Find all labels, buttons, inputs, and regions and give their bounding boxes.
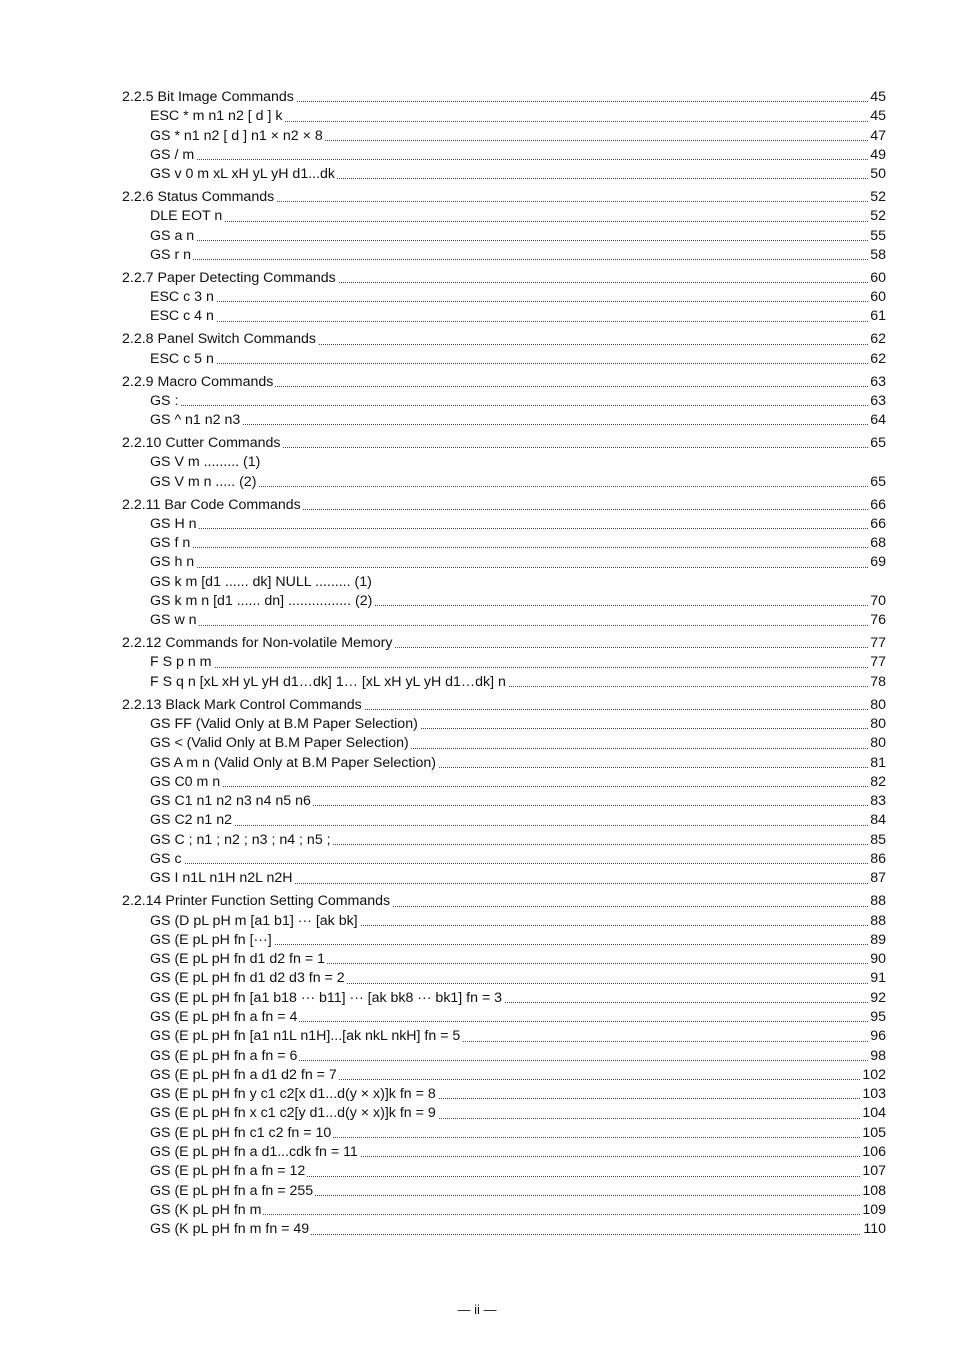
toc-entry xyxy=(122,473,886,492)
toc-entry xyxy=(122,246,886,265)
toc-page-number: 77 xyxy=(868,653,886,672)
toc-entry xyxy=(122,715,886,734)
toc-entry xyxy=(122,1066,886,1085)
toc-entry-title: GS (K pL pH fn m fn = 49 xyxy=(150,1221,310,1238)
toc-entry xyxy=(122,950,886,969)
toc-section xyxy=(122,373,886,431)
toc-page-number: 63 xyxy=(868,392,886,411)
toc-section-heading xyxy=(122,696,886,715)
toc-entry-title: GS k m n [d1 ...... dn] ................ (2) xyxy=(150,592,373,609)
toc-entry-title: GS (D pL pH m [a1 b1] ··· [ak bk] xyxy=(150,912,358,929)
toc-entry-title: DLE EOT n xyxy=(150,208,223,225)
toc-entry xyxy=(122,515,886,534)
dot-leader xyxy=(150,825,886,826)
dot-leader xyxy=(150,259,886,260)
dot-leader xyxy=(150,405,886,406)
toc-entry xyxy=(122,673,886,692)
toc-entry-title: GS (E pL pH fn [···] xyxy=(150,931,272,948)
toc-page-number: 47 xyxy=(868,127,886,146)
toc-entry xyxy=(122,165,886,184)
toc-entry-title: GS w n xyxy=(150,612,197,629)
toc-page-number: 60 xyxy=(868,269,886,288)
dot-leader xyxy=(150,486,886,487)
toc-entry xyxy=(122,307,886,326)
toc-entry xyxy=(122,969,886,988)
toc-page-number: 58 xyxy=(868,246,886,265)
toc-page-number: 95 xyxy=(868,1008,886,1027)
dot-leader xyxy=(150,424,886,425)
toc-entry-title: 2.2.6 Status Commands xyxy=(122,189,275,206)
toc-entry xyxy=(122,411,886,430)
toc-section-heading xyxy=(122,188,886,207)
toc-entry-title: GS (E pL pH fn c1 c2 fn = 10 xyxy=(150,1124,332,1141)
toc-entry-title: GS V m n ..... (2) xyxy=(150,473,257,490)
toc-page-number: 69 xyxy=(868,553,886,572)
toc-page-number: 50 xyxy=(868,165,886,184)
toc-section xyxy=(122,188,886,265)
toc-entry-title: 2.2.14 Printer Function Setting Commands xyxy=(122,893,391,910)
toc-page-number: 61 xyxy=(868,307,886,326)
toc-entry xyxy=(122,1143,886,1162)
toc-entry-title: GS k m [d1 ...... dk] NULL ......... (1) xyxy=(150,573,372,590)
toc-entry-title: GS V m ......... (1) xyxy=(150,454,261,471)
toc-section-heading xyxy=(122,634,886,653)
toc-entry-title: 2.2.11 Bar Code Commands xyxy=(122,496,301,513)
toc-entry-title: 2.2.8 Panel Switch Commands xyxy=(122,331,316,348)
toc-section-heading xyxy=(122,330,886,349)
toc-entry-title: GS (E pL pH fn [a1 b18 ··· b11] ··· [ak bk8 ··· bk1] fn = 3 xyxy=(150,989,503,1006)
dot-leader xyxy=(150,567,886,568)
toc-entry xyxy=(122,392,886,411)
toc-entry-title: GS A m n (Valid Only at B.M Paper Selection) xyxy=(150,754,436,771)
toc-entry-title: GS : xyxy=(150,392,179,409)
toc-entry xyxy=(122,831,886,850)
toc-entry-title: F S p n m xyxy=(150,654,212,671)
toc-page-number: 104 xyxy=(860,1104,886,1123)
toc-entry xyxy=(122,227,886,246)
toc-page-number: 83 xyxy=(868,792,886,811)
dot-leader xyxy=(150,159,886,160)
toc-page-number: 110 xyxy=(861,1220,886,1239)
toc-page-number: 60 xyxy=(868,288,886,307)
toc-entry xyxy=(122,989,886,1008)
toc-entry-title: GS (E pL pH fn d1 d2 d3 fn = 2 xyxy=(150,970,345,987)
toc-page-number: 85 xyxy=(868,831,886,850)
toc-entry-title: 2.2.7 Paper Detecting Commands xyxy=(122,269,336,286)
toc-entry xyxy=(122,288,886,307)
dot-leader xyxy=(150,625,886,626)
toc-entry xyxy=(122,1047,886,1066)
toc-page-number: 62 xyxy=(868,330,886,349)
toc-entry-title: 2.2.10 Cutter Commands xyxy=(122,435,281,452)
toc-entry-title: GS I n1L n1H n2L n2H xyxy=(150,870,293,887)
dot-leader xyxy=(150,863,886,864)
toc-section-heading xyxy=(122,434,886,453)
toc-entry-title: GS C ; n1 ; n2 ; n3 ; n4 ; n5 ; xyxy=(150,831,331,848)
toc-entry-title: GS v 0 m xL xH yL yH d1...dk xyxy=(150,166,336,183)
toc-page-number: 80 xyxy=(868,696,886,715)
toc-entry xyxy=(122,553,886,572)
toc-entry-title: GS (E pL pH fn a fn = 4 xyxy=(150,1009,298,1025)
toc-section xyxy=(122,696,886,889)
toc-entry xyxy=(122,912,886,931)
toc-section-heading xyxy=(122,373,886,392)
toc-page-number: 78 xyxy=(868,673,886,692)
toc-page-number: 87 xyxy=(868,869,886,888)
dot-leader xyxy=(150,221,886,222)
toc-page-number: 63 xyxy=(868,373,886,392)
toc-page-number: 108 xyxy=(860,1182,886,1201)
toc-page-number: 77 xyxy=(868,634,886,653)
toc-entry-title: GS (E pL pH fn a fn = 12 xyxy=(150,1163,306,1180)
toc-page-number: 106 xyxy=(860,1143,886,1162)
toc-entry-title: GS (E pL pH fn x c1 c2[y d1...d(y × x)]k fn = 9 xyxy=(150,1105,436,1122)
toc-page-number: 96 xyxy=(868,1027,886,1046)
toc-page-number: 66 xyxy=(868,496,886,515)
toc-page-number: 68 xyxy=(868,534,886,553)
toc-entry xyxy=(122,792,886,811)
toc-entry-title: GS h n xyxy=(150,554,195,571)
toc-entry xyxy=(122,453,886,472)
toc-entry xyxy=(122,1182,886,1201)
toc-page-number: 89 xyxy=(868,931,886,950)
toc-entry xyxy=(122,1162,886,1181)
toc-page-number: 49 xyxy=(868,146,886,165)
toc-entry-title: GS r n xyxy=(150,246,191,263)
toc-page-number: 105 xyxy=(860,1124,886,1143)
toc-entry-title: ESC c 5 n xyxy=(150,350,214,367)
toc-page-number: 65 xyxy=(868,473,886,492)
toc-section xyxy=(122,269,886,327)
toc-page-number: 80 xyxy=(868,734,886,753)
toc-entry xyxy=(122,611,886,630)
dot-leader xyxy=(150,528,886,529)
toc-section xyxy=(122,434,886,492)
toc-section xyxy=(122,892,886,1239)
toc-entry xyxy=(122,931,886,950)
toc-entry xyxy=(122,107,886,126)
toc-page-number: 82 xyxy=(868,773,886,792)
toc-entry xyxy=(122,1027,886,1046)
toc-entry-title: 2.2.13 Black Mark Control Commands xyxy=(122,696,362,713)
toc-page-number: 80 xyxy=(868,715,886,734)
toc-page-number: 55 xyxy=(868,227,886,246)
toc-entry-title: 2.2.12 Commands for Non-volatile Memory xyxy=(122,635,393,652)
toc-section xyxy=(122,496,886,631)
dot-leader xyxy=(150,786,886,787)
dot-leader xyxy=(150,363,886,364)
toc-entry xyxy=(122,1201,886,1220)
toc-entry xyxy=(122,1085,886,1104)
toc-page-number: 70 xyxy=(868,592,886,611)
toc-entry-title: ESC * m n1 n2 [ d ] k xyxy=(150,108,283,125)
toc-page-number: 88 xyxy=(868,912,886,931)
toc-page-number: 52 xyxy=(868,207,886,226)
toc-entry-title: GS C0 m n xyxy=(150,773,221,790)
toc-entry-title: GS (E pL pH fn [a1 n1L n1H]...[ak nkL nkH] fn = 5 xyxy=(150,1028,461,1045)
dot-leader xyxy=(150,547,886,548)
toc-page-number: 92 xyxy=(868,989,886,1008)
toc-entry-title: GS C1 n1 n2 n3 n4 n5 n6 xyxy=(150,793,311,810)
toc-section xyxy=(122,88,886,184)
toc-entry-title: GS c xyxy=(150,851,182,868)
toc-entry-title: 2.2.9 Macro Commands xyxy=(122,373,274,390)
page-footer: — ii — xyxy=(457,1302,497,1317)
toc-page-number: 45 xyxy=(868,107,886,126)
toc-entry xyxy=(122,350,886,369)
toc-section-heading xyxy=(122,269,886,288)
toc-entry xyxy=(122,146,886,165)
toc-entry xyxy=(122,869,886,888)
toc-entry-title: GS a n xyxy=(150,227,195,244)
toc-page-number: 98 xyxy=(868,1047,886,1066)
toc-entry xyxy=(122,207,886,226)
toc-page-number: 86 xyxy=(868,850,886,869)
dot-leader xyxy=(150,240,886,241)
toc-entry xyxy=(122,1008,886,1027)
toc-entry xyxy=(122,573,886,592)
toc-page-number: 52 xyxy=(868,188,886,207)
toc-entry xyxy=(122,1104,886,1123)
toc-entry-title: GS < (Valid Only at B.M Paper Selection) xyxy=(150,735,409,752)
toc-entry-title: GS ^ n1 n2 n3 xyxy=(150,412,241,429)
toc-page-number: 64 xyxy=(868,411,886,430)
toc-entry-title: GS C2 n1 n2 xyxy=(150,812,233,829)
toc-entry-title: GS * n1 n2 [ d ] n1 × n2 × 8 xyxy=(150,127,323,144)
toc-entry-title: GS (K pL pH fn m xyxy=(150,1201,262,1218)
toc-entry xyxy=(122,1220,886,1239)
toc-section xyxy=(122,634,886,692)
toc-entry xyxy=(122,653,886,672)
toc-page-number: 103 xyxy=(860,1085,886,1104)
toc-entry-title: 2.2.5 Bit Image Commands xyxy=(122,89,294,105)
toc-page-number: 65 xyxy=(868,434,886,453)
toc-entry xyxy=(122,127,886,146)
toc-entry xyxy=(122,1124,886,1143)
toc-page-number: 81 xyxy=(868,754,886,773)
toc-entry xyxy=(122,850,886,869)
toc-page-number: 109 xyxy=(860,1201,886,1220)
toc-entry-title: GS (E pL pH fn a d1...cdk fn = 11 xyxy=(150,1144,358,1161)
toc-page-number: 102 xyxy=(860,1066,886,1085)
toc-entry xyxy=(122,534,886,553)
toc-entry-title: GS (E pL pH fn d1 d2 fn = 1 xyxy=(150,951,325,968)
toc-entry-title: GS / m xyxy=(150,146,195,163)
toc-page-number: 88 xyxy=(868,892,886,911)
toc-entry-title: GS f n xyxy=(150,535,191,552)
toc-page-number: 90 xyxy=(868,950,886,969)
toc-page-number: 107 xyxy=(860,1162,886,1181)
toc-page-number: 66 xyxy=(868,515,886,534)
toc-entry-title: ESC c 3 n xyxy=(150,289,214,306)
toc-section-heading xyxy=(122,496,886,515)
toc-section-heading xyxy=(122,88,886,107)
toc-entry-title: GS (E pL pH fn a fn = 6 xyxy=(150,1047,298,1064)
table-of-contents xyxy=(122,88,886,1240)
toc-entry-title: GS (E pL pH fn y c1 c2[x d1...d(y × x)]k fn = 8 xyxy=(150,1086,436,1103)
toc-entry-title: GS (E pL pH fn a fn = 255 xyxy=(150,1182,314,1199)
toc-section-heading xyxy=(122,892,886,911)
dot-leader xyxy=(150,321,886,322)
toc-entry xyxy=(122,734,886,753)
toc-page-number: 76 xyxy=(868,611,886,630)
dot-leader xyxy=(150,667,886,668)
toc-entry xyxy=(122,592,886,611)
toc-page-number: 91 xyxy=(868,969,886,988)
toc-entry-title: ESC c 4 n xyxy=(150,308,214,325)
toc-page-number: 45 xyxy=(868,88,886,107)
toc-entry-title: GS (E pL pH fn a d1 d2 fn = 7 xyxy=(150,1066,337,1083)
toc-entry-title: GS FF (Valid Only at B.M Paper Selection) xyxy=(150,715,418,732)
toc-entry xyxy=(122,773,886,792)
toc-entry xyxy=(122,754,886,773)
dot-leader xyxy=(150,301,886,302)
toc-page-number: 62 xyxy=(868,350,886,369)
toc-entry xyxy=(122,811,886,830)
toc-entry-title: F S q n [xL xH yL yH d1…dk] 1… [xL xH yL yH d1…dk] n xyxy=(150,673,506,690)
toc-page-number: 84 xyxy=(868,811,886,830)
toc-entry-title: GS H n xyxy=(150,515,197,532)
toc-section xyxy=(122,330,886,369)
